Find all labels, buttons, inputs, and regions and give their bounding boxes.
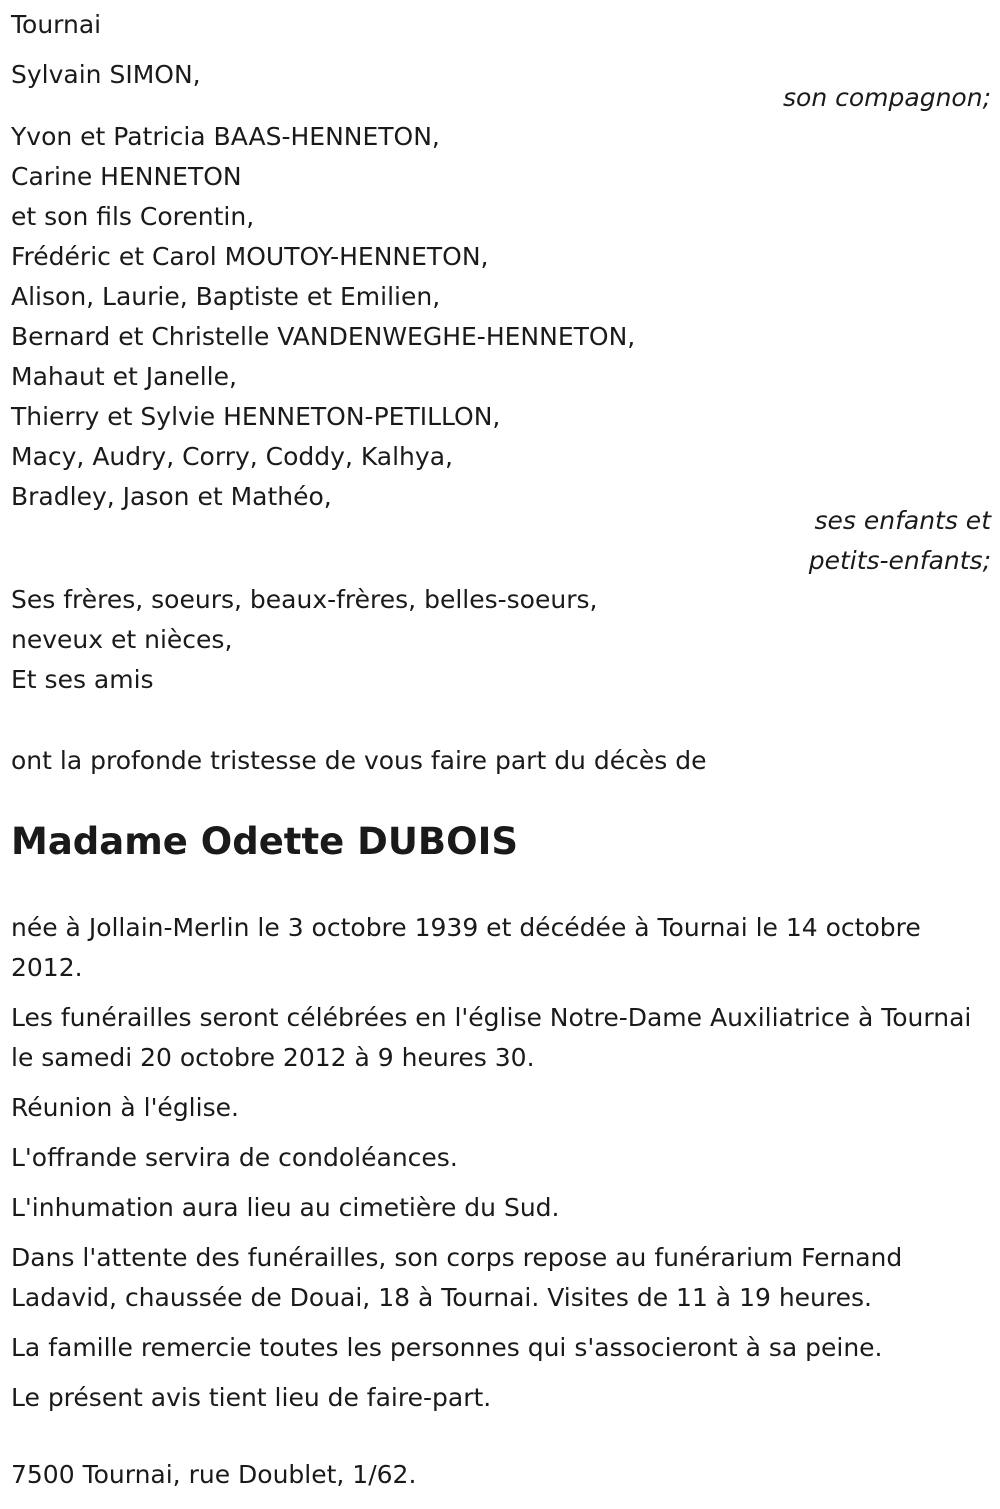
funeral-paragraph: Les funérailles seront célébrées en l'église Notre-Dame Auxiliatrice à Tournai le samedi 20 octobre 2012 à 9 heures 30. [11, 1003, 972, 1072]
children-role-line1: ses enfants et [814, 506, 991, 535]
children-line: Bradley, Jason et Mathéo, [11, 482, 332, 511]
family-line: neveux et nièces, [11, 625, 233, 654]
children-line: Alison, Laurie, Baptiste et Emilien, [11, 282, 441, 311]
children-line: Macy, Audry, Corry, Coddy, Kalhya, [11, 442, 453, 471]
location: Tournai [11, 10, 102, 39]
visitation-paragraph: Dans l'attente des funérailles, son corps repose au funérarium Fernand Ladavid, chaussée de Douai, 18 à Tournai. Visites de 11 à 19 heures. [11, 1243, 903, 1312]
burial-paragraph: L'inhumation aura lieu au cimetière du Sud. [11, 1193, 560, 1222]
children-line: Carine HENNETON [11, 162, 242, 191]
announcement: ont la profonde tristesse de vous faire part du décès de [11, 746, 707, 775]
offering-paragraph: L'offrande servira de condoléances. [11, 1143, 458, 1172]
children-line: Yvon et Patricia BAAS-HENNETON, [11, 122, 440, 151]
birth-death-paragraph: née à Jollain-Merlin le 3 octobre 1939 et décédée à Tournai le 14 octobre 2012. [11, 913, 921, 982]
meeting-paragraph: Réunion à l'église. [11, 1093, 239, 1122]
companion-name: Sylvain SIMON, [11, 60, 201, 89]
children-line: Thierry et Sylvie HENNETON-PETILLON, [11, 402, 501, 431]
notice-paragraph: Le présent avis tient lieu de faire-part. [11, 1383, 492, 1412]
family-line: Ses frères, soeurs, beaux-frères, belles-soeurs, [11, 585, 598, 614]
children-list [11, 117, 991, 517]
details [11, 908, 991, 1428]
children-line: Frédéric et Carol MOUTOY-HENNETON, [11, 242, 489, 271]
companion-role: son compagnon; [783, 83, 991, 112]
address: 7500 Tournai, rue Doublet, 1/62. [11, 1460, 417, 1489]
children-line: Bernard et Christelle VANDENWEGHE-HENNETON, [11, 322, 636, 351]
family-list [11, 580, 991, 700]
family-line: Et ses amis [11, 665, 154, 694]
children-line: et son fils Corentin, [11, 202, 255, 231]
thanks-paragraph: La famille remercie toutes les personnes qui s'associeront à sa peine. [11, 1333, 883, 1362]
children-line: Mahaut et Janelle, [11, 362, 237, 391]
children-role-line2: petits-enfants; [808, 546, 991, 575]
deceased-name: Madame Odette DUBOIS [11, 820, 518, 863]
